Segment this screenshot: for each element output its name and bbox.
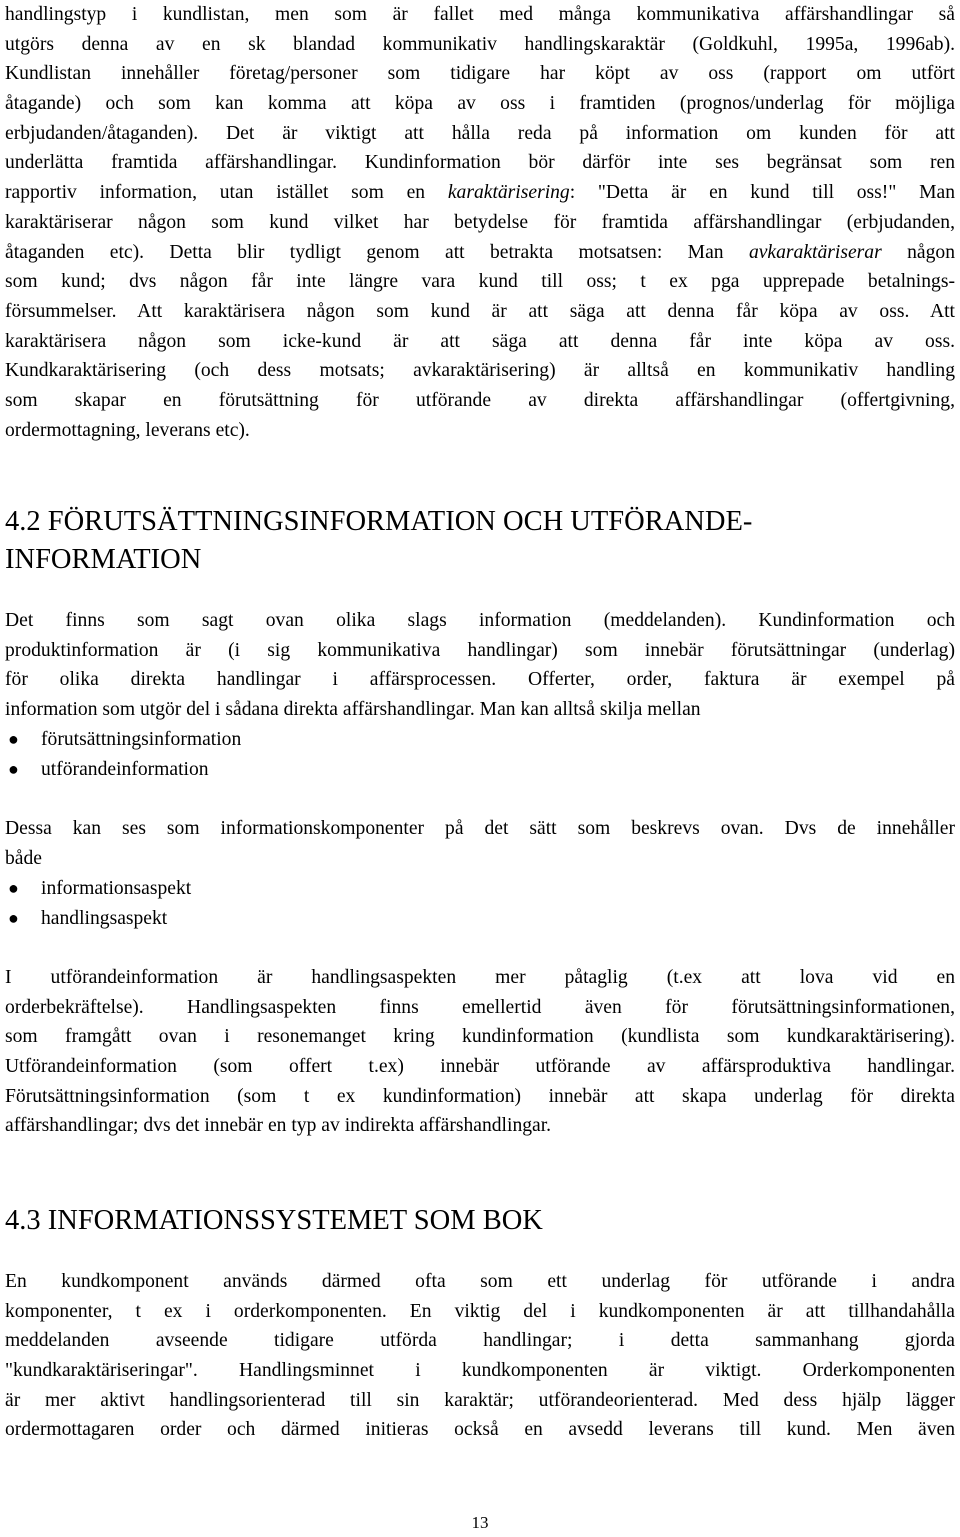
text-run: någon: [881, 241, 955, 263]
text-line: Kundkaraktärisering (och dess motsats; avkaraktärisering) är alltså en kommunikativ handling: [5, 360, 955, 382]
list-item: [5, 755, 955, 785]
section-heading-4-2: [5, 503, 752, 579]
text-line: karaktäriserar någon som kund vilket har betydelse för framtida affärshandlingar (erbjudanden,: [5, 211, 955, 233]
text-line: som framgått ovan i resonemanget kring kundinformation (kundlista som kundkaraktärisering).: [5, 1026, 955, 1048]
text-line: [5, 178, 955, 208]
text-line: Kundlistan innehåller företag/personer som tidigare har köpt av oss (rapport om utfört: [5, 63, 955, 85]
list-item-text: handlingsaspekt: [41, 907, 168, 929]
text-line: [5, 238, 955, 268]
text-line: handlingstyp i kundlistan, men som är fallet med många kommunikativa affärshandlingar så: [5, 4, 955, 25]
paragraph-4-2-3: [5, 963, 955, 1141]
text-line: produktinformation är (i sig kommunikativa handlingar) som innebär förutsättningar (underlag): [5, 639, 955, 661]
bullet-icon: ●: [8, 729, 19, 749]
text-line: åtagande) och som kan komma att köpa av oss i framtiden (prognos/underlag för möjliga: [5, 93, 955, 115]
list-item-text: utförandeinformation: [41, 758, 209, 780]
text-run: : "Detta är en kund till oss!" Man: [569, 182, 955, 204]
text-line: information som utgör del i sådana direkta affärshandlingar. Man kan alltså skilja mellan: [5, 699, 701, 721]
text-line: utgörs denna av en sk blandad kommunikativ handlingskaraktär (Goldkuhl, 1995a, 1996ab).: [5, 33, 955, 55]
text-line: både: [5, 847, 42, 869]
text-run: rapportiv information, utan istället som en: [5, 182, 448, 204]
text-line: meddelanden avseende tidigare utförda handlingar; i detta sammanhang gjorda: [5, 1330, 955, 1352]
text-line: Förutsättningsinformation (som t ex kundinformation) innebär att skapa underlag för direkta: [5, 1085, 955, 1107]
heading-line: INFORMATION: [5, 544, 202, 575]
heading-line: 4.2 FÖRUTSÄTTNINGSINFORMATION OCH UTFÖRANDE-: [5, 506, 753, 537]
list-item: [5, 904, 955, 934]
list-item: [5, 725, 955, 755]
text-line: affärshandlingar; dvs det innebär en typ av indirekta affärshandlingar.: [5, 1115, 552, 1137]
text-run: åtaganden etc). Detta blir tydligt genom att betrakta motsatsen: Man: [5, 241, 749, 263]
bullet-list-2: [5, 874, 955, 933]
list-item-text: informationsaspekt: [41, 878, 192, 899]
text-line: för olika direkta handlingar i affärsprocessen. Offerter, order, faktura är exempel på: [5, 669, 955, 691]
bullet-icon: ●: [8, 758, 19, 779]
text-line: "kundkaraktäriseringar". Handlingsminnet i kundkomponenten är viktigt. Orderkomponenten: [5, 1360, 955, 1382]
text-line: Det finns som sagt ovan olika slags information (meddelanden). Kundinformation och: [5, 610, 955, 631]
text-line: Dessa kan ses som informationskomponenter på det sätt som beskrevs ovan. Dvs de innehåller: [5, 818, 955, 839]
page-number: 13: [471, 1513, 489, 1532]
text-line: komponenter, t ex i orderkomponenten. En viktig del i kundkomponenten är att tillhandahålla: [5, 1300, 955, 1322]
text-line: Utförandeinformation (som offert t.ex) innebär utförande av affärsproduktiva handlingar.: [5, 1056, 955, 1078]
italic-term: karaktärisering: [447, 182, 570, 204]
paragraph-top: [5, 0, 955, 445]
section-heading-4-3: [5, 1202, 543, 1240]
text-line: orderbekräftelse). Handlingsaspekten finns emellertid även för förutsättningsinformationen,: [5, 996, 955, 1018]
list-item-text: förutsättningsinformation: [41, 729, 242, 750]
bullet-icon: ●: [8, 878, 19, 898]
text-line: En kundkomponent används därmed ofta som ett underlag för utförande i andra: [5, 1271, 955, 1292]
text-line: ordermottagning, leverans etc).: [5, 419, 250, 441]
text-line: som skapar en förutsättning för utförande av direkta affärshandlingar (offertgivning,: [5, 389, 955, 411]
text-line: som kund; dvs någon får inte längre vara kund till oss; t ex pga upprepade betalnings-: [5, 271, 955, 293]
bullet-list-1: [5, 725, 955, 784]
text-line: ordermottagaren order och därmed initieras också en avsedd leverans till kund. Men även: [5, 1419, 955, 1441]
text-line: är mer aktivt handlingsorienterad till sin karaktär; utförandeorienterad. Med dess hjälp lägger: [5, 1389, 955, 1411]
text-line: I utförandeinformation är handlingsaspekten mer påtaglig (t.ex att lova vid en: [5, 967, 955, 988]
text-line: karaktärisera någon som icke-kund är att säga att denna får inte köpa av oss.: [5, 330, 955, 352]
paragraph-4-2-1: [5, 606, 955, 725]
paragraph-4-3: [5, 1267, 955, 1445]
paragraph-4-2-2: [5, 814, 955, 873]
bullet-icon: ●: [8, 907, 19, 928]
heading-line: 4.3 INFORMATIONSSYSTEMET SOM BOK: [5, 1205, 543, 1236]
italic-term: avkaraktäriserar: [748, 241, 882, 263]
text-line: erbjudanden/åtaganden). Det är viktigt att hålla reda på information om kunden för att: [5, 122, 955, 144]
list-item: [5, 874, 955, 904]
text-line: försummelser. Att karaktärisera någon som kund är att säga att denna får köpa av oss. Att: [5, 300, 955, 322]
text-line: underlätta framtida affärshandlingar. Kundinformation bör därför inte ses begränsat som ren: [5, 152, 955, 174]
